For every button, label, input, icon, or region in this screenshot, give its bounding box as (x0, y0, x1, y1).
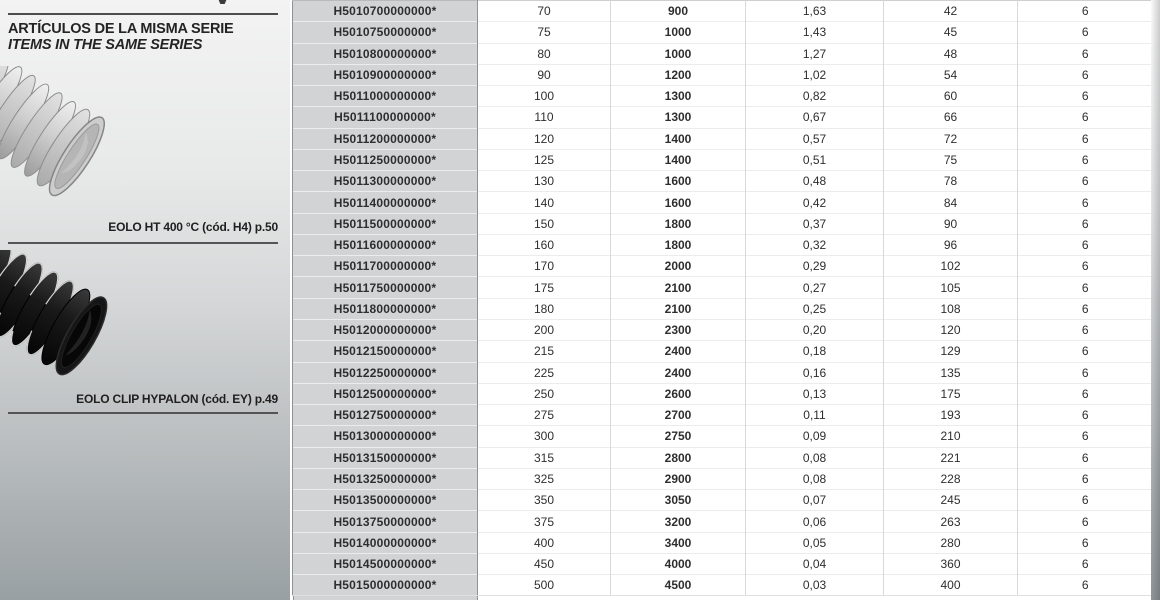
diameter-cell: 120 (478, 128, 611, 149)
decimal-cell: 0,13 (746, 383, 884, 404)
product-caption-eolo-ht: EOLO HT 400 °C (cód. H4) p.50 (108, 220, 278, 234)
decimal-cell: 0,04 (746, 553, 884, 574)
decimal-cell: 0,06 (746, 511, 884, 532)
table-row (293, 171, 1153, 192)
pack-cell: 6 (1018, 490, 1153, 511)
code-cell: H5013750000000* (293, 511, 478, 532)
diameter-cell: 375 (478, 511, 611, 532)
value-cell: 48 (884, 43, 1018, 64)
pack-cell: 6 (1018, 22, 1153, 43)
decimal-cell: 0,51 (746, 149, 884, 170)
value-bold-cell: 2700 (611, 405, 746, 426)
table-row (293, 149, 1153, 170)
decimal-cell: 0,29 (746, 256, 884, 277)
value-cell: 193 (884, 405, 1018, 426)
decimal-cell: 0,08 (746, 468, 884, 489)
value-bold-cell: 2000 (611, 256, 746, 277)
table-row (293, 1, 1153, 22)
table-row (293, 234, 1153, 255)
decimal-cell: 0,42 (746, 192, 884, 213)
product-caption-eolo-clip-hypalon: EOLO CLIP HYPALON (cód. EY) p.49 (76, 392, 278, 406)
value-bold-cell: 1000 (611, 22, 746, 43)
pack-cell: 6 (1018, 383, 1153, 404)
table-row (293, 64, 1153, 85)
value-bold-cell: 4500 (611, 575, 746, 596)
pack-cell: 6 (1018, 532, 1153, 553)
spec-table-body (293, 1, 1153, 596)
series-heading-es: ARTÍCULOS DE LA MISMA SERIE (8, 21, 234, 37)
pack-cell: 6 (1018, 277, 1153, 298)
code-cell: H5012250000000* (293, 362, 478, 383)
table-row (293, 256, 1153, 277)
diameter-cell: 225 (478, 362, 611, 383)
value-cell: 360 (884, 553, 1018, 574)
decimal-cell: 1,02 (746, 64, 884, 85)
value-bold-cell: 1300 (611, 107, 746, 128)
pack-cell: 6 (1018, 511, 1153, 532)
table-row (293, 426, 1153, 447)
table-row (293, 468, 1153, 489)
code-cell: H5011400000000* (293, 192, 478, 213)
code-cell: H5011500000000* (293, 213, 478, 234)
code-cell: H5011600000000* (293, 234, 478, 255)
value-cell: 129 (884, 341, 1018, 362)
divider (8, 13, 278, 15)
pack-cell: 6 (1018, 447, 1153, 468)
table-row (293, 128, 1153, 149)
value-cell: 108 (884, 298, 1018, 319)
diameter-cell: 325 (478, 468, 611, 489)
value-bold-cell: 1400 (611, 149, 746, 170)
decimal-cell: 0,67 (746, 107, 884, 128)
code-cell: H5011100000000* (293, 107, 478, 128)
decimal-cell: 1,43 (746, 22, 884, 43)
diameter-cell: 130 (478, 171, 611, 192)
value-bold-cell: 1800 (611, 213, 746, 234)
diameter-cell: 300 (478, 426, 611, 447)
clipped-next-row (292, 596, 1152, 600)
code-cell: H5012000000000* (293, 319, 478, 340)
value-bold-cell: 2100 (611, 298, 746, 319)
diameter-cell: 175 (478, 277, 611, 298)
diameter-cell: 160 (478, 234, 611, 255)
pack-cell: 6 (1018, 128, 1153, 149)
diameter-cell: 400 (478, 532, 611, 553)
pack-cell: 6 (1018, 426, 1153, 447)
code-cell: H5013250000000* (293, 468, 478, 489)
value-bold-cell: 1400 (611, 128, 746, 149)
value-bold-cell: 4000 (611, 553, 746, 574)
value-bold-cell: 2400 (611, 362, 746, 383)
diameter-cell: 180 (478, 298, 611, 319)
table-row (293, 298, 1153, 319)
pack-cell: 6 (1018, 149, 1153, 170)
pack-cell: 6 (1018, 575, 1153, 596)
sidebar-same-series (0, 0, 290, 600)
value-cell: 78 (884, 171, 1018, 192)
table-row (293, 319, 1153, 340)
value-cell: 221 (884, 447, 1018, 468)
value-cell: 66 (884, 107, 1018, 128)
value-bold-cell: 1600 (611, 171, 746, 192)
value-bold-cell: 2300 (611, 319, 746, 340)
table-row (293, 43, 1153, 64)
decimal-cell: 0,32 (746, 234, 884, 255)
table-row (293, 511, 1153, 532)
code-cell: H5013150000000* (293, 447, 478, 468)
value-cell: 135 (884, 362, 1018, 383)
spec-table (292, 0, 1152, 600)
value-bold-cell: 3200 (611, 511, 746, 532)
decimal-cell: 0,09 (746, 426, 884, 447)
diameter-cell: 150 (478, 213, 611, 234)
decimal-cell: 0,05 (746, 532, 884, 553)
diameter-cell: 140 (478, 192, 611, 213)
decimal-cell: 0,25 (746, 298, 884, 319)
pack-cell: 6 (1018, 341, 1153, 362)
decimal-cell: 0,18 (746, 341, 884, 362)
code-cell: H5014000000000* (293, 532, 478, 553)
decimal-cell: 0,03 (746, 575, 884, 596)
diameter-cell: 90 (478, 64, 611, 85)
table-row (293, 490, 1153, 511)
table-row (293, 362, 1153, 383)
value-cell: 75 (884, 149, 1018, 170)
decimal-cell: 0,37 (746, 213, 884, 234)
pack-cell: 6 (1018, 234, 1153, 255)
diameter-cell: 215 (478, 341, 611, 362)
pack-cell: 6 (1018, 468, 1153, 489)
decimal-cell: 1,27 (746, 43, 884, 64)
decimal-cell: 0,20 (746, 319, 884, 340)
divider (8, 412, 278, 414)
table-row (293, 447, 1153, 468)
value-cell: 72 (884, 128, 1018, 149)
value-bold-cell: 3050 (611, 490, 746, 511)
value-bold-cell: 2400 (611, 341, 746, 362)
code-cell: H5011800000000* (293, 298, 478, 319)
value-bold-cell: 2750 (611, 426, 746, 447)
pack-cell: 6 (1018, 256, 1153, 277)
code-cell: H5015000000000* (293, 575, 478, 596)
table-row (293, 532, 1153, 553)
value-cell: 96 (884, 234, 1018, 255)
pack-cell: 6 (1018, 192, 1153, 213)
table-row (293, 192, 1153, 213)
table-row (293, 575, 1153, 596)
divider (8, 242, 278, 244)
table-row (293, 107, 1153, 128)
table-row (293, 213, 1153, 234)
code-cell: H5010750000000* (293, 22, 478, 43)
page-edge-shadow (1151, 0, 1160, 600)
value-cell: 102 (884, 256, 1018, 277)
pack-cell: 6 (1018, 86, 1153, 107)
pack-cell: 6 (1018, 362, 1153, 383)
table-row (293, 405, 1153, 426)
value-bold-cell: 1600 (611, 192, 746, 213)
code-cell: H5010700000000* (293, 1, 478, 22)
code-cell: H5011200000000* (293, 128, 478, 149)
pack-cell: 6 (1018, 405, 1153, 426)
table-row (293, 22, 1153, 43)
code-cell: H5014500000000* (293, 553, 478, 574)
code-cell: H5011700000000* (293, 256, 478, 277)
diameter-cell: 70 (478, 1, 611, 22)
diameter-cell: 200 (478, 319, 611, 340)
value-cell: 45 (884, 22, 1018, 43)
value-bold-cell: 1300 (611, 86, 746, 107)
value-cell: 60 (884, 86, 1018, 107)
value-bold-cell: 1000 (611, 43, 746, 64)
value-bold-cell: 1800 (611, 234, 746, 255)
value-bold-cell: 2800 (611, 447, 746, 468)
decimal-cell: 0,48 (746, 171, 884, 192)
decimal-cell: 0,11 (746, 405, 884, 426)
code-cell: H5011000000000* (293, 86, 478, 107)
code-cell: H5011300000000* (293, 171, 478, 192)
code-cell: H5013000000000* (293, 426, 478, 447)
value-cell: 245 (884, 490, 1018, 511)
value-bold-cell: 900 (611, 1, 746, 22)
pack-cell: 6 (1018, 298, 1153, 319)
value-cell: 84 (884, 192, 1018, 213)
decimal-cell: 0,57 (746, 128, 884, 149)
pack-cell: 6 (1018, 213, 1153, 234)
diameter-cell: 275 (478, 405, 611, 426)
value-cell: 90 (884, 213, 1018, 234)
value-cell: 105 (884, 277, 1018, 298)
code-cell: H5012500000000* (293, 383, 478, 404)
decimal-cell: 1,63 (746, 1, 884, 22)
code-cell: H5012150000000* (293, 341, 478, 362)
decimal-cell: 0,27 (746, 277, 884, 298)
code-cell: H5011750000000* (293, 277, 478, 298)
code-cell: H5013500000000* (293, 490, 478, 511)
diameter-cell: 170 (478, 256, 611, 277)
diameter-cell: 450 (478, 553, 611, 574)
product-image-silver-corrugated-duct (0, 66, 171, 224)
code-cell: H5011250000000* (293, 149, 478, 170)
diameter-cell: 80 (478, 43, 611, 64)
pack-cell: 6 (1018, 1, 1153, 22)
series-heading-en: ITEMS IN THE SAME SERIES (8, 37, 203, 53)
pack-cell: 6 (1018, 107, 1153, 128)
diameter-cell: 100 (478, 86, 611, 107)
value-bold-cell: 3400 (611, 532, 746, 553)
decimal-cell: 0,07 (746, 490, 884, 511)
diameter-cell: 125 (478, 149, 611, 170)
diameter-cell: 315 (478, 447, 611, 468)
diameter-cell: 110 (478, 107, 611, 128)
code-cell: H5012750000000* (293, 405, 478, 426)
code-cell: H5010800000000* (293, 43, 478, 64)
code-cell: H5010900000000* (293, 64, 478, 85)
value-cell: 54 (884, 64, 1018, 85)
value-bold-cell: 2600 (611, 383, 746, 404)
diameter-cell: 350 (478, 490, 611, 511)
table-row (293, 277, 1153, 298)
diameter-cell: 75 (478, 22, 611, 43)
pack-cell: 6 (1018, 64, 1153, 85)
table-row (293, 86, 1153, 107)
decimal-cell: 0,16 (746, 362, 884, 383)
value-bold-cell: 2100 (611, 277, 746, 298)
value-bold-cell: 2900 (611, 468, 746, 489)
pack-cell: 6 (1018, 553, 1153, 574)
value-cell: 42 (884, 1, 1018, 22)
pack-cell: 6 (1018, 171, 1153, 192)
decimal-cell: 0,82 (746, 86, 884, 107)
diameter-cell: 500 (478, 575, 611, 596)
value-cell: 120 (884, 319, 1018, 340)
table-row (293, 341, 1153, 362)
value-cell: 400 (884, 575, 1018, 596)
pack-cell: 6 (1018, 319, 1153, 340)
cut-off-graphic-top (217, 0, 228, 4)
value-cell: 175 (884, 383, 1018, 404)
product-image-black-clip-duct (0, 250, 172, 396)
table-row (293, 383, 1153, 404)
table-row (293, 553, 1153, 574)
value-cell: 228 (884, 468, 1018, 489)
value-cell: 263 (884, 511, 1018, 532)
value-bold-cell: 1200 (611, 64, 746, 85)
value-cell: 280 (884, 532, 1018, 553)
value-cell: 210 (884, 426, 1018, 447)
decimal-cell: 0,08 (746, 447, 884, 468)
diameter-cell: 250 (478, 383, 611, 404)
pack-cell: 6 (1018, 43, 1153, 64)
